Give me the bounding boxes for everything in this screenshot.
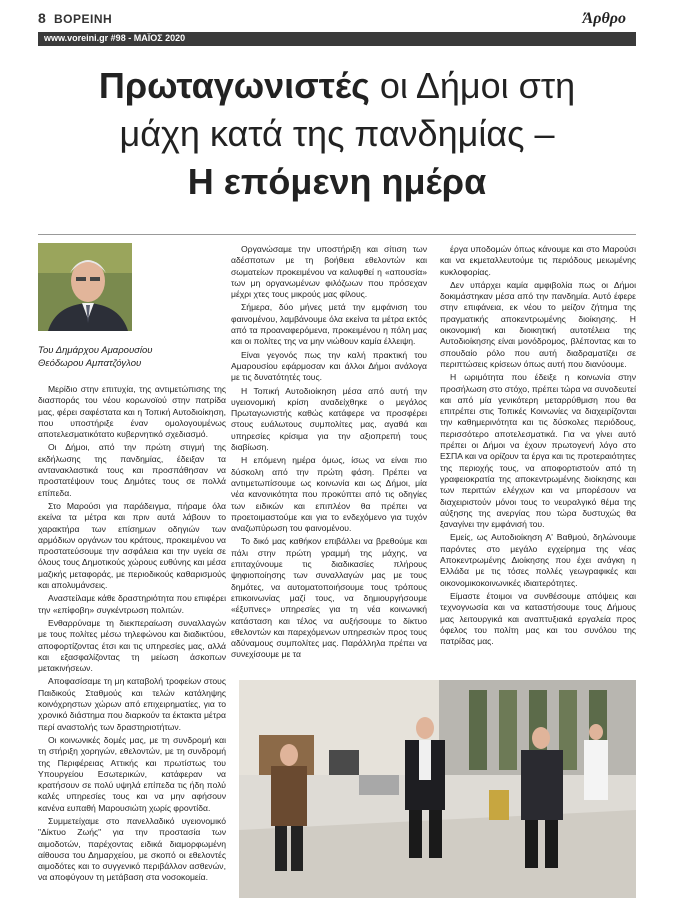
page-header	[38, 8, 636, 30]
paragraph: Η ωριμότητα που έδειξε η κοινωνία στην προσήλωση στο στόχο, πρέπει τώρα να συνοδευτεί και από μία γενικότερη μεταρρύθμιση που θα επιτρέπει στις Τοπικές Κοινωνίες να διαχειρίζονται την καθημερινότητα και τις δύσκολες περιόδους, περισσότερο αποτελεσματικά. Για να γίνει αυτό πρέπει οι Δήμοι να έχουν πρωτογενή λόγο στο ΕΣΠΑ και να ορίζουν τα έργα και τις προτεραιότητες της περιοχής τους, να αποφορτιστούν από τη γραφειοκρατία της αποκεντρωμένης διοίκησης και των περιττών ελέγχων και να μπορέσουν να διαχειριστούν μόνοι τους το νευραλγικό θέμα της αύξησης της ανεργίας που τώρα δυστυχώς θα ξαναγίνει την εμφάνισή του.	[440, 372, 636, 530]
paragraph: Το δικό μας καθήκον επιβάλλει να βρεθούμε και πάλι στην πρώτη γραμμή της μάχης, να επιταχύνουμε τις διαδικασίες πλήρους ψηφιοποίησης των συναλλαγών μας με τους δημότες, να αυτοματοποιήσουμε τους τρόπους επικοινωνίας μαζί τους, να δημιουργήσουμε «έξυπνες» υπηρεσίες για τη νέα κοινωνική κατάσταση και τέλος να αυξήσουμε το δίκτυο εθελοντών και παρεχόμενων υπηρεσιών προς τους αδύναμους συμπολίτες μας. Παράλληλα πρέπει να συνεχίσουμε με τα	[231, 536, 427, 660]
paragraph: Συμμετείχαμε στο πανελλαδικό υγειονομικό "Δίκτυο Ζωής" για την προστασία των αιμοδοτών, παρέχοντας ειδικά διαμορφωμένη αίθουσα του Δημαρχείου, με σκοπό οι εθελοντές αιμοδότες και το συγγενικό περιβάλλον ασθενών, να αποφύγουν τη μετάβαση στα νοσοκομεία.	[38, 815, 226, 883]
column-2	[231, 244, 427, 663]
paragraph: Οι κοινωνικές δομές μας, με τη συνδρομή και τη στήριξη χορηγών, εθελοντών, με τη συνδρομή της Περιφέρειας Αττικής και πρωτίστως του Υπουργείου Εσωτερικών, κατάφεραν να κρατήσουν σε πολύ υψηλά επίπεδα τις ήδη πολύ καλές υπηρεσίες τους και να μην αφήσουν κανένα ευπαθή Μαρουσιώτη χωρίς φροντίδα.	[38, 734, 226, 813]
paragraph: Δεν υπάρχει καμία αμφιβολία πως οι Δήμοι δοκιμάστηκαν μέσα από την πανδημία. Αυτό έφερε στην επιφάνεια, εκ νέου το μείζον ζήτημα της πραγματικής αποκεντρωμένης διοίκησης. Η οικονομική και διοικητική αυτοτέλεια της Αυτοδιοίκησης είναι μονόδρομος, βλέποντας και το σπουδαίο ρόλο που αυτή διαδραματίζει σε περιπτώσεις κρίσεων όπως αυτή που διανύουμε.	[440, 279, 636, 369]
paragraph: Η επόμενη ημέρα όμως, ίσως να είναι πιο δύσκολη από την πρώτη φάση. Πρέπει να αντιμετωπίσουμε ως κοινωνία και ως Δήμοι, μία νέα κανονικότητα που προκύπτει από τις οδηγίες των ειδικών και επιπλέον θα πρέπει να προετοιμαστούμε και για το ενδεχόμενο για τυχόν αναζωπύρωση του φαινομένου.	[231, 455, 427, 534]
divider	[38, 234, 636, 235]
brand-name: ΒΟΡΕΙΝΗ	[54, 12, 113, 26]
portrait-image	[38, 243, 132, 331]
caption-line-2: Θεόδωρου Αμπατζόγλου	[38, 358, 142, 369]
column-1	[38, 384, 226, 886]
paragraph: Ενθαρρύναμε τη διεκπεραίωση συναλλαγών με τους πολίτες μέσω τηλεφώνου και διαδικτύου, αποφορτίζοντας έτσι και τις υπηρεσίες μας, αλλά και εξασφαλίζοντας τη μείωση άσκοπων μετακινήσεων.	[38, 617, 226, 674]
paragraph: Είμαστε έτοιμοι να συνθέσουμε απόψεις και τεχνογνωσία και να καταστήσουμε τους Δήμους μας λειτουργικά και αναπτυξιακά εργαλεία προς όφελος του πολίτη μας και του συνόλου της πατρίδας μας.	[440, 590, 636, 647]
author-caption	[38, 344, 228, 370]
page-number: 8	[38, 10, 46, 26]
title-light-2: μάχη κατά της πανδημίας –	[119, 113, 555, 154]
article-title	[38, 62, 636, 206]
photo-image	[239, 680, 636, 898]
caption-line-1: Του Δημάρχου Αμαρουσίου	[38, 345, 153, 356]
paragraph: Οργανώσαμε την υποστήριξη και σίτιση των αδέσποτων με τη βοήθεια εθελοντών και σωματείων προκειμένου να καλυφθεί η «απουσία» των μη οργανωμένων φιλόζωων που πρόσεχαν μέχρι χτες τους μικρούς μας φίλους.	[231, 244, 427, 300]
paragraph: Σήμερα, δύο μήνες μετά την εμφάνιση του φαινομένου, λαμβάνουμε όλα εκείνα τα μέτρα εκτός από τα προαναφερόμενα, προκειμένου η πόλη μας και οι πολίτες της να μην νιώθουν καμία έλλειψη.	[231, 302, 427, 347]
section-tag: Άρθρο	[582, 10, 626, 27]
paragraph: έργα υποδομών όπως κάνουμε και στο Μαρούσι και να εκμεταλλευτούμε τις περιόδους μειωμένης κυκλοφορίας.	[440, 244, 636, 277]
paragraph: Αποφασίσαμε τη μη καταβολή τροφείων στους Παιδικούς Σταθμούς και τελών κατάληψης κοινόχρηστων χώρων από επιχειρηματίες, για το χρονικό διάστημα που διαρκούν τα έκτακτα μέτρα περί αναστολής των δραστηριοτήτων.	[38, 676, 226, 732]
title-light-1: οι Δήμοι στη	[369, 65, 576, 106]
paragraph: Εμείς, ως Αυτοδιοίκηση Α' Βαθμού, δηλώνουμε παρόντες στο μεγάλο εγχείρημα της νέας Αποκεντρωμένης Διοίκησης που έχει ανάγκη η Ελλάδα με τις τόσες πολλές γεωγραφικές και οικονομικοκοινωνικές ιδιαιτερότητες.	[440, 532, 636, 588]
paragraph: Στο Μαρούσι για παράδειγμα, πήραμε όλα εκείνα τα μέτρα και πριν αυτά λάβουν το χαρακτήρα των επίσημων οδηγιών των αρμόδιων οργάνων του κράτους, προκειμένου να προστατεύσουμε την ασφάλεια και την υγεία σε όλους τους Δημοτικούς χώρους ευθύνης και μέσα μαζικής μεταφοράς, με περιοδικούς καθαρισμούς και απολυμάνσεις.	[38, 500, 226, 591]
title-strong-1: Πρωταγωνιστές	[98, 65, 370, 106]
paragraph: Αναστείλαμε κάθε δραστηριότητα που επιφέρει την «επίφοβη» συγκέντρωση πολιτών.	[38, 593, 226, 615]
title-strong-2: Η επόμενη ημέρα	[187, 161, 487, 202]
paragraph: Είναι γεγονός πως την καλή πρακτική του Αμαρουσίου εφάρμοσαν και άλλοι Δήμοι ανάλογα με τις δυνατότητές τους.	[231, 349, 427, 383]
author-portrait	[38, 243, 132, 331]
paragraph: Η Τοπική Αυτοδιοίκηση μέσα από αυτή την υγειονομική κρίση αναδείχθηκε ο μεγάλος Πρωταγωνιστής καθώς κατάφερε να προσφέρει στους ευάλωτους συμπολίτες μας, αγαθά και υπηρεσίες κρίσιμα για την αξιοπρεπή τους διαβίωση.	[231, 385, 427, 453]
issue-info: www.voreini.gr #98 - ΜΑΪΟΣ 2020	[44, 33, 186, 43]
article-photo	[239, 680, 636, 898]
paragraph: Μερίδιο στην επιτυχία, της αντιμετώπισης της διασποράς του νέου κορωνοϊού στην πατρίδα μας, φέρει σαφέστατα και η Τοπική Αυτοδιοίκηση, που υποστήριξε έναν ομολογουμένως αποτελεσματικότατο κυβερνητικό σχεδιασμό.	[38, 384, 226, 440]
paragraph: Οι Δήμοι, από την πρώτη στιγμή της εκδήλωσης της πανδημίας, έδειξαν τα αντανακλαστικά τους και προσπάθησαν να προστατέψουν τους Δημότες τους σε πολλά επίπεδα.	[38, 442, 226, 498]
column-3	[440, 244, 636, 649]
issue-bar	[38, 32, 636, 46]
